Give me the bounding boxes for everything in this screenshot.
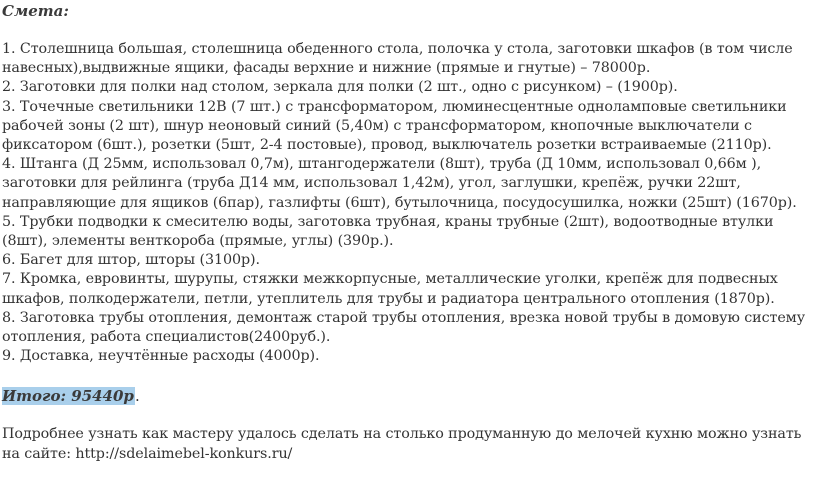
more-info-text: Подробнее узнать как мастеру удалось сделать на столько продуманную до мелочей кухню можно узнать на сайте: http://sdelaimebel-konkurs.ru/ [2,426,802,462]
estimate-item: 6. Багет для штор, шторы (3100р). [2,252,260,269]
estimate-heading: Смета: [2,2,69,20]
estimate-item: 2. Заготовки для полки над столом, зеркала для полки (2 шт., одно с рисунком) – (1900р). [2,79,678,96]
estimate-list [2,40,814,366]
article-body [2,0,814,464]
total-suffix: . [134,387,140,406]
total-line [2,386,814,407]
estimate-item: 3. Точечные светильники 12В (7 шт.) с трансформатором, люминесцентные одноламповые светильники рабочей зоны (2 шт), шнур неоновый синий (5,40м) с трансформатором, кнопочные выключатели с фиксатором (6шт.), розетки (5шт, 2-4 постовые), провод, выключатель розетки встраиваемые (2110р). [2,98,787,154]
total-highlight: Итого: 95440р [2,387,134,406]
estimate-item: 8. Заготовка трубы отопления, демонтаж старой трубы отопления, врезка новой трубы в домовую систему отопления, работа специалистов(2400руб.). [2,309,806,346]
estimate-item: 5. Трубки подводки к смесителю воды, заготовка трубная, краны трубные (2шт), водоотводные втулки (8шт), элементы венткороба (прямые, углы) (390р.). [2,213,774,250]
estimate-item: 4. Штанга (Д 25мм, использовал 0,7м), штангодержатели (8шт), труба (Д 10мм, использовал 0,66м ), заготовки для рейлинга (труба Д14 мм, использовал 1,42м), угол, заглушки, крепёж, ручки 22шт, направляющие для ящиков (6пар), газлифты (6шт), бутылочница, посудосушилка, ножки (25шт) (1670р). [2,156,797,211]
estimate-item: 9. Доставка, неучтённые расходы (4000р). [2,348,320,365]
estimate-item: 7. Кромка, евровинты, шурупы, стяжки межкорпусные, металлические уголки, крепёж для подвесных шкафов, полкодержатели, петли, утеплитель для трубы и радиатора центрального отопления (1870р). [2,271,778,307]
estimate-item: 1. Столешница большая, столешница обеденного стола, полочка у стола, заготовки шкафов (в том числе навесных),выдвижные ящики, фасады верхние и нижние (прямые и гнутые) – 78000р. [2,41,793,77]
